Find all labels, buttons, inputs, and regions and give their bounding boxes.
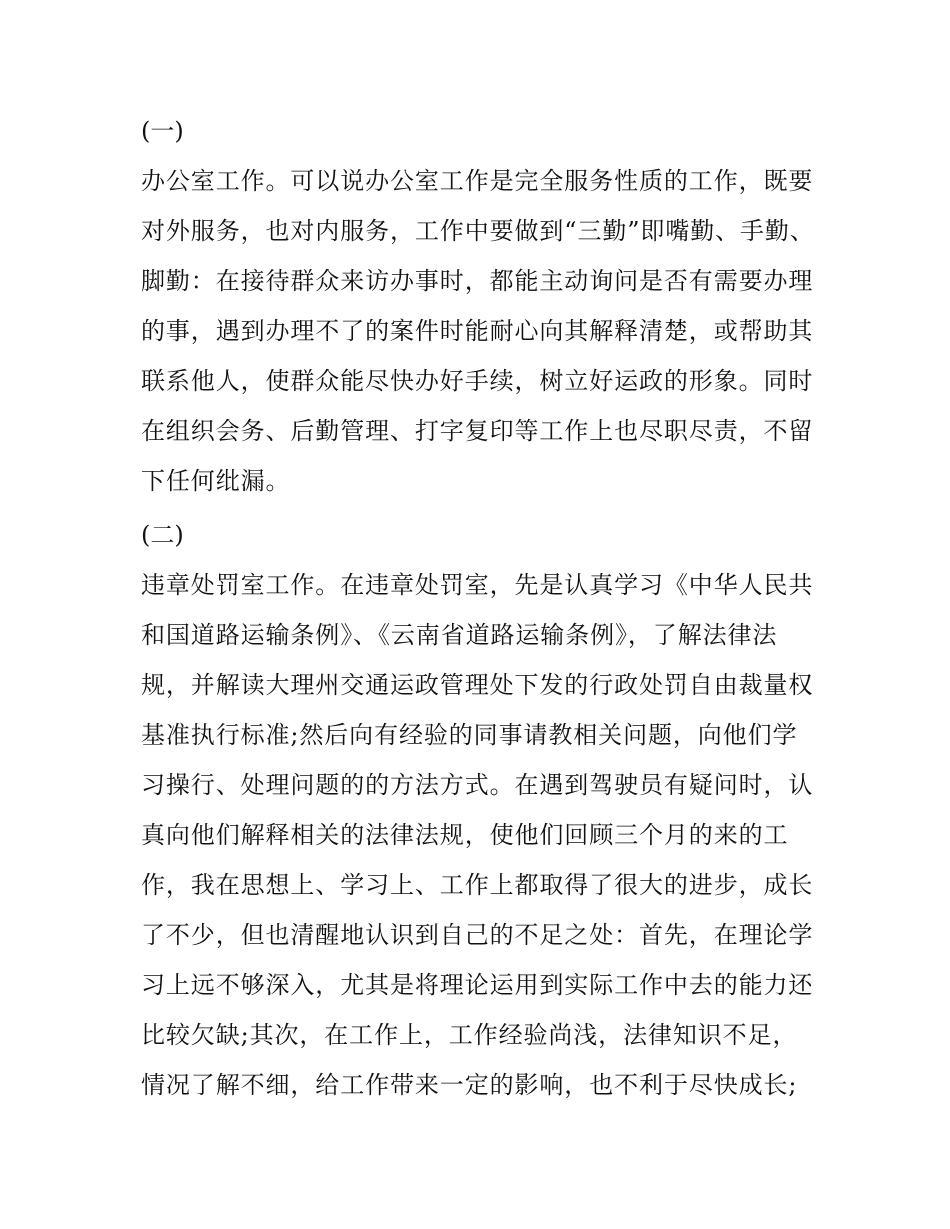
paragraph-line: 在组织会务、后勤管理、打字复印等工作上也尽职尽责，不留 <box>141 417 814 445</box>
paragraph-line: 规，并解读大理州交通运政管理处下发的行政处罚自由裁量权 <box>141 671 814 699</box>
paragraph-line: 违章处罚室工作。在违章处罚室，先是认真学习《中华人民共 <box>141 571 814 599</box>
paragraph-line: 习上远不够深入，尤其是将理论运用到实际工作中去的能力还 <box>141 971 814 999</box>
paragraph-line: 习操行、处理问题的的方法方式。在遇到驾驶员有疑问时，认 <box>141 771 814 799</box>
paragraph-line: 基准执行标准;然后向有经验的同事请教相关问题，向他们学 <box>141 721 798 749</box>
paragraph-line: 联系他人，使群众能尽快办好手续，树立好运政的形象。同时 <box>141 367 814 395</box>
paragraph-line: 的事，遇到办理不了的案件时能耐心向其解释清楚，或帮助其 <box>141 317 814 345</box>
paragraph-line: 脚勤：在接待群众来访办事时，都能主动询问是否有需要办理 <box>141 267 814 295</box>
paragraph-line: 情况了解不细，给工作带来一定的影响，也不利于尽快成长; <box>141 1071 798 1099</box>
paragraph-line: 比较欠缺;其次，在工作上，工作经验尚浅，法律知识不足， <box>141 1021 798 1049</box>
paragraph-line: 作，我在思想上、学习上、工作上都取得了很大的进步，成长 <box>141 871 814 899</box>
paragraph-line: 和国道路运输条例》、《云南省道路运输条例》，了解法律法 <box>141 621 778 649</box>
paragraph-line: 了不少，但也清醒地认识到自己的不足之处：首先，在理论学 <box>141 921 814 949</box>
paragraph-line: 下任何纰漏。 <box>141 467 291 495</box>
section-heading-1: (一) <box>141 117 184 145</box>
paragraph-line: 对外服务，也对内服务，工作中要做到“三勤”即嘴勤、手勤、 <box>141 217 815 245</box>
paragraph-line: 真向他们解释相关的法律法规，使他们回顾三个月的来的工 <box>141 821 789 849</box>
paragraph-line: 办公室工作。可以说办公室工作是完全服务性质的工作，既要 <box>141 167 814 195</box>
section-heading-2: (二) <box>141 521 184 549</box>
